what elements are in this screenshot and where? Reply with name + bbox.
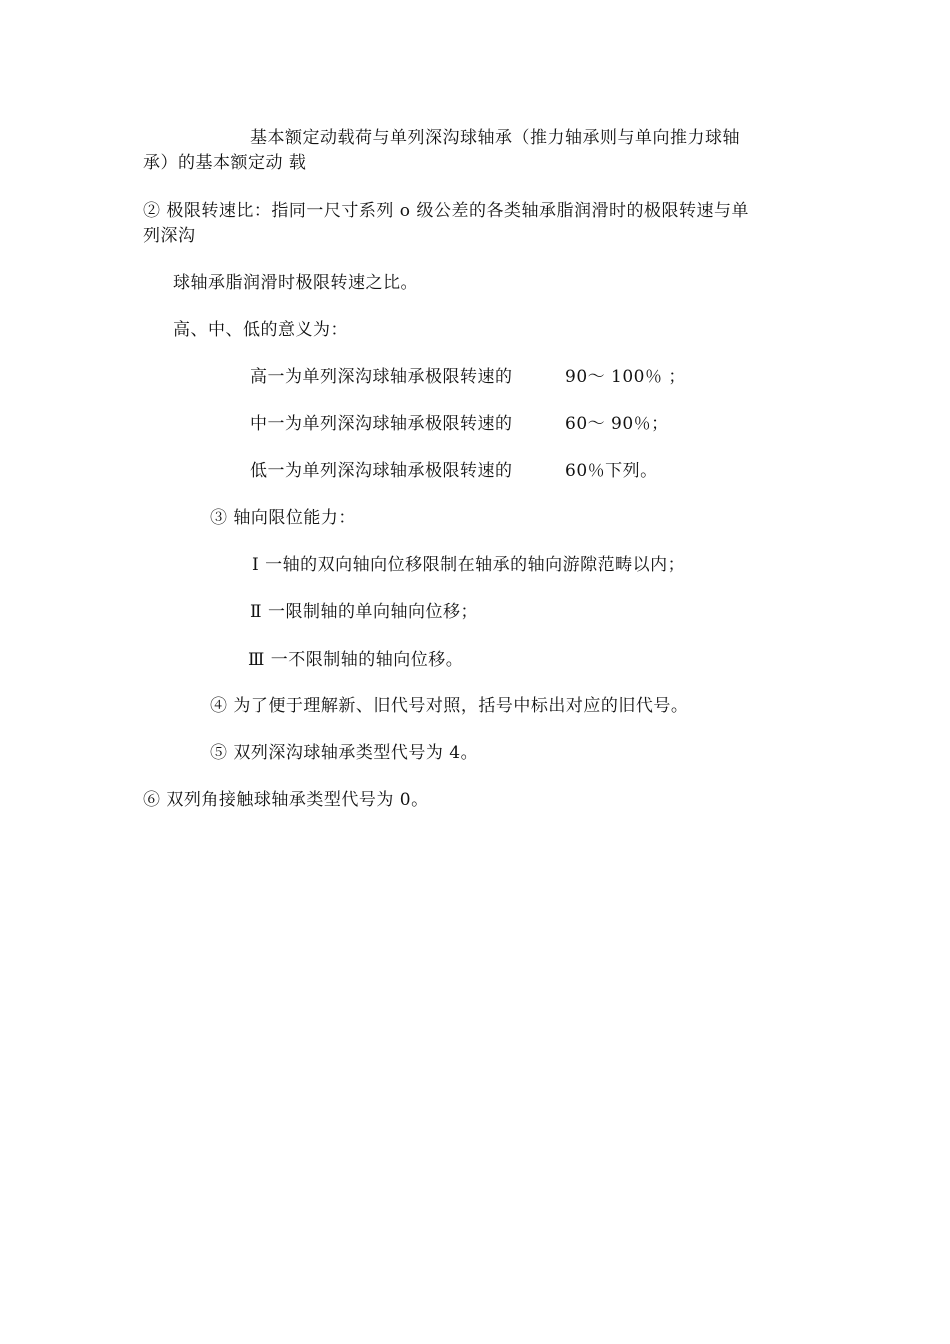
levels-heading: 高、中、低的意义为： bbox=[173, 320, 348, 340]
item2-line-1: ② 极限转速比：指同一尺寸系列 o 级公差的各类轴承脂润滑时的极限转速与单 bbox=[143, 201, 749, 221]
level-medium bbox=[250, 412, 730, 436]
axial-type-3: Ⅲ 一不限制轴的轴向位移。 bbox=[248, 650, 464, 670]
item2-line-3: 球轴承脂润滑时极限转速之比。 bbox=[173, 273, 418, 293]
intro-line-2: 承）的基本额定动 载 bbox=[143, 153, 307, 173]
level-low bbox=[250, 459, 730, 483]
level-low-value: 60％下列。 bbox=[565, 461, 658, 481]
level-medium-label: 中一为单列深沟球轴承极限转速的 bbox=[250, 414, 513, 434]
level-low-label: 低一为单列深沟球轴承极限转速的 bbox=[250, 461, 513, 481]
item3-heading: ③ 轴向限位能力： bbox=[210, 508, 356, 528]
intro-line-1: 基本额定动载荷与单列深沟球轴承（推力轴承则与单向推力球轴 bbox=[250, 128, 740, 148]
axial-type-1: Ⅰ 一轴的双向轴向位移限制在轴承的轴向游隙范畴以内； bbox=[252, 555, 686, 575]
axial-type-2: Ⅱ 一限制轴的单向轴向位移； bbox=[250, 602, 478, 622]
level-high bbox=[250, 365, 730, 389]
level-high-label: 高一为单列深沟球轴承极限转速的 bbox=[250, 367, 513, 387]
item5: ⑤ 双列深沟球轴承类型代号为 4。 bbox=[210, 743, 479, 763]
level-medium-value: 60～ 90％； bbox=[565, 414, 669, 434]
item4: ④ 为了便于理解新、旧代号对照，括号中标出对应的旧代号。 bbox=[210, 696, 689, 716]
level-high-value: 90～ 100％ ； bbox=[565, 367, 686, 387]
item2-line-2: 列深沟 bbox=[143, 226, 196, 246]
item6: ⑥ 双列角接触球轴承类型代号为 0。 bbox=[143, 790, 429, 810]
